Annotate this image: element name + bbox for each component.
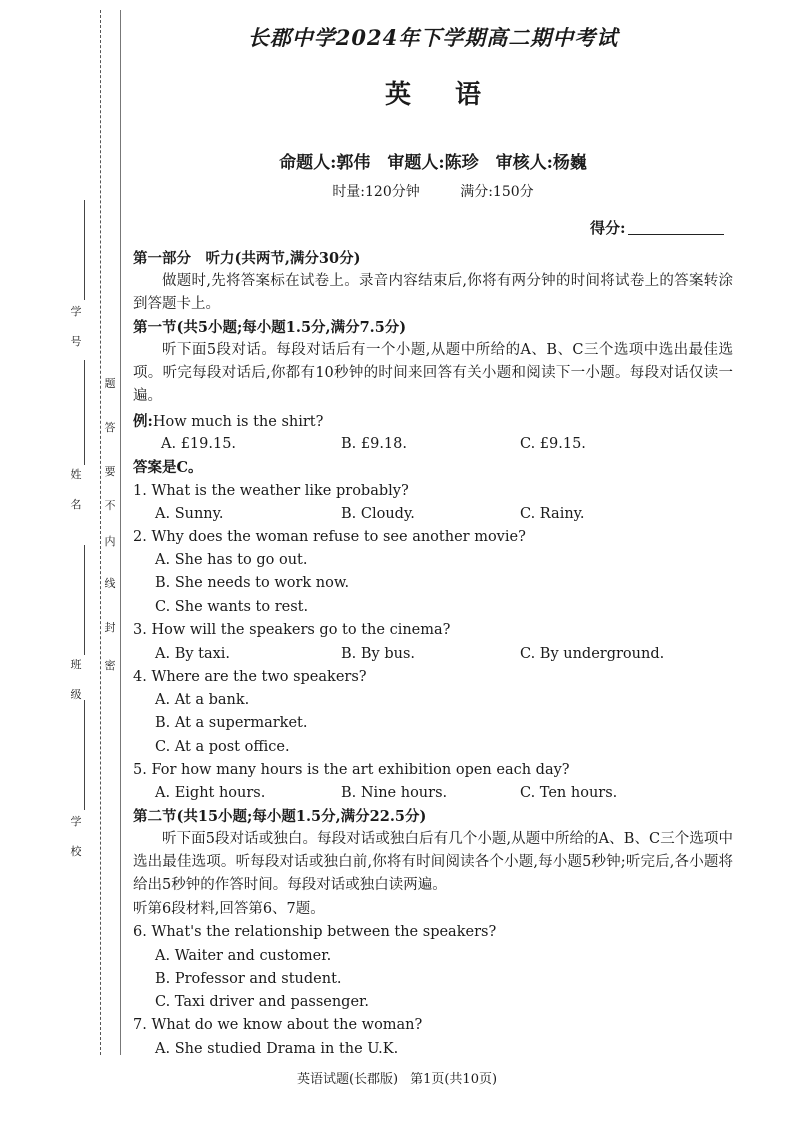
- q5-option-b: B. Nine hours.: [341, 785, 448, 801]
- example-text: How much is the shirt?: [152, 414, 324, 430]
- question-5: 5. For how many hours is the art exhibition open each day?: [133, 762, 570, 778]
- example-option-c: C. £9.15.: [520, 436, 586, 452]
- full-score: 满分:150分: [460, 184, 534, 200]
- example-question: [133, 410, 733, 434]
- example-answer: 答案是C。: [133, 459, 203, 476]
- section2-title: 第二节(共15小题;每小题1.5分,满分22.5分): [133, 808, 427, 825]
- q1-option-b: B. Cloudy.: [341, 506, 415, 522]
- footer-page-number: 第1页(共10页): [410, 1072, 498, 1087]
- part1-title: 第一部分 听力(共两节,满分30分): [133, 250, 361, 267]
- score-label: 得分:: [590, 219, 626, 237]
- exam-title: 长郡中学2024年下学期高二期中考试: [247, 25, 619, 50]
- material-instruction: 听第6段材料,回答第6、7题。: [133, 901, 325, 917]
- q6-option-b: B. Professor and student.: [155, 971, 342, 987]
- q7-option-a: A. She studied Drama in the U.K.: [155, 1041, 399, 1057]
- q2-option-c: C. She wants to rest.: [155, 599, 309, 615]
- class-fill-line[interactable]: [84, 545, 85, 655]
- q3-option-b: B. By bus.: [341, 646, 416, 662]
- seal-char: 线: [104, 577, 116, 590]
- seal-dashed-line: [100, 10, 101, 1055]
- q5-option-a: A. Eight hours.: [155, 785, 266, 801]
- seal-char: 封: [104, 621, 116, 634]
- class-label: 班 级: [70, 658, 82, 701]
- section1-title: 第一节(共5小题;每小题1.5分,满分7.5分): [133, 319, 407, 336]
- subject-title: 英语: [384, 80, 525, 110]
- seal-char: 题: [104, 377, 116, 390]
- q2-option-b: B. She needs to work now.: [155, 575, 350, 591]
- q3-option-a: A. By taxi.: [155, 646, 231, 662]
- time-limit: 时量:120分钟: [332, 184, 420, 200]
- seal-char: 密: [104, 659, 116, 672]
- question-2: 2. Why does the woman refuse to see another movie?: [133, 529, 526, 545]
- q4-option-c: C. At a post office.: [155, 739, 290, 755]
- example-option-b: B. £9.18.: [341, 436, 407, 452]
- q1-option-a: A. Sunny.: [155, 506, 224, 522]
- page-footer: [0, 1068, 794, 1087]
- section2-intro: 听下面5段对话或独白。每段对话或独白后有几个小题,从题中所给的A、B、C三个选项中选出最佳选项。听每段对话或独白前,你将有时间阅读各个小题,每小题5秒钟;听完后,各小题将给出5秒钟的作答时间。每段对话或独白读两遍。: [133, 831, 733, 893]
- question-6: 6. What's the relationship between the speakers?: [133, 924, 497, 940]
- margin-rule: [120, 10, 121, 1055]
- question-3: 3. How will the speakers go to the cinema?: [133, 622, 451, 638]
- name-fill-line[interactable]: [84, 360, 85, 465]
- part1-intro: 做题时,先将答案标在试卷上。录音内容结束后,你将有两分钟的时间将试卷上的答案转涂到答题卡上。: [133, 273, 733, 312]
- school-label: 学 校: [70, 815, 82, 858]
- name-label: 姓 名: [70, 468, 82, 511]
- seal-char: 答: [104, 421, 116, 434]
- footer-paper-name: 英语试题(长郡版): [296, 1072, 399, 1087]
- score-blank[interactable]: [628, 220, 724, 235]
- example-label: 例:: [133, 413, 153, 430]
- binding-margin: [0, 0, 125, 1124]
- authors-line: 命题人:郭伟 审题人:陈珍 审核人:杨巍: [279, 153, 587, 173]
- school-fill-line[interactable]: [84, 700, 85, 810]
- q3-option-c: C. By underground.: [520, 646, 665, 662]
- seal-char: 内: [104, 535, 116, 548]
- q2-option-a: A. She has to go out.: [155, 552, 308, 568]
- q4-option-b: B. At a supermarket.: [155, 715, 308, 731]
- section1-intro: 听下面5段对话。每段对话后有一个小题,从题中所给的A、B、C三个选项中选出最佳选项。听完每段对话后,你都有10秒钟的时间来回答有关小题和阅读下一小题。每段对话仅读一遍。: [133, 342, 733, 404]
- question-1: 1. What is the weather like probably?: [133, 483, 409, 499]
- question-7: 7. What do we know about the woman?: [133, 1017, 423, 1033]
- q6-option-a: A. Waiter and customer.: [155, 948, 332, 964]
- example-option-a: A. £19.15.: [161, 436, 237, 452]
- question-4: 4. Where are the two speakers?: [133, 669, 367, 685]
- seal-char: 不: [104, 499, 116, 512]
- seal-char: 要: [104, 465, 116, 478]
- student-id-fill-line[interactable]: [84, 200, 85, 300]
- timing-line: [133, 181, 733, 201]
- q1-option-c: C. Rainy.: [520, 506, 585, 522]
- score-field: [590, 217, 724, 238]
- q6-option-c: C. Taxi driver and passenger.: [155, 994, 369, 1010]
- student-id-label: 学 号: [70, 305, 82, 348]
- q5-option-c: C. Ten hours.: [520, 785, 618, 801]
- q4-option-a: A. At a bank.: [155, 692, 250, 708]
